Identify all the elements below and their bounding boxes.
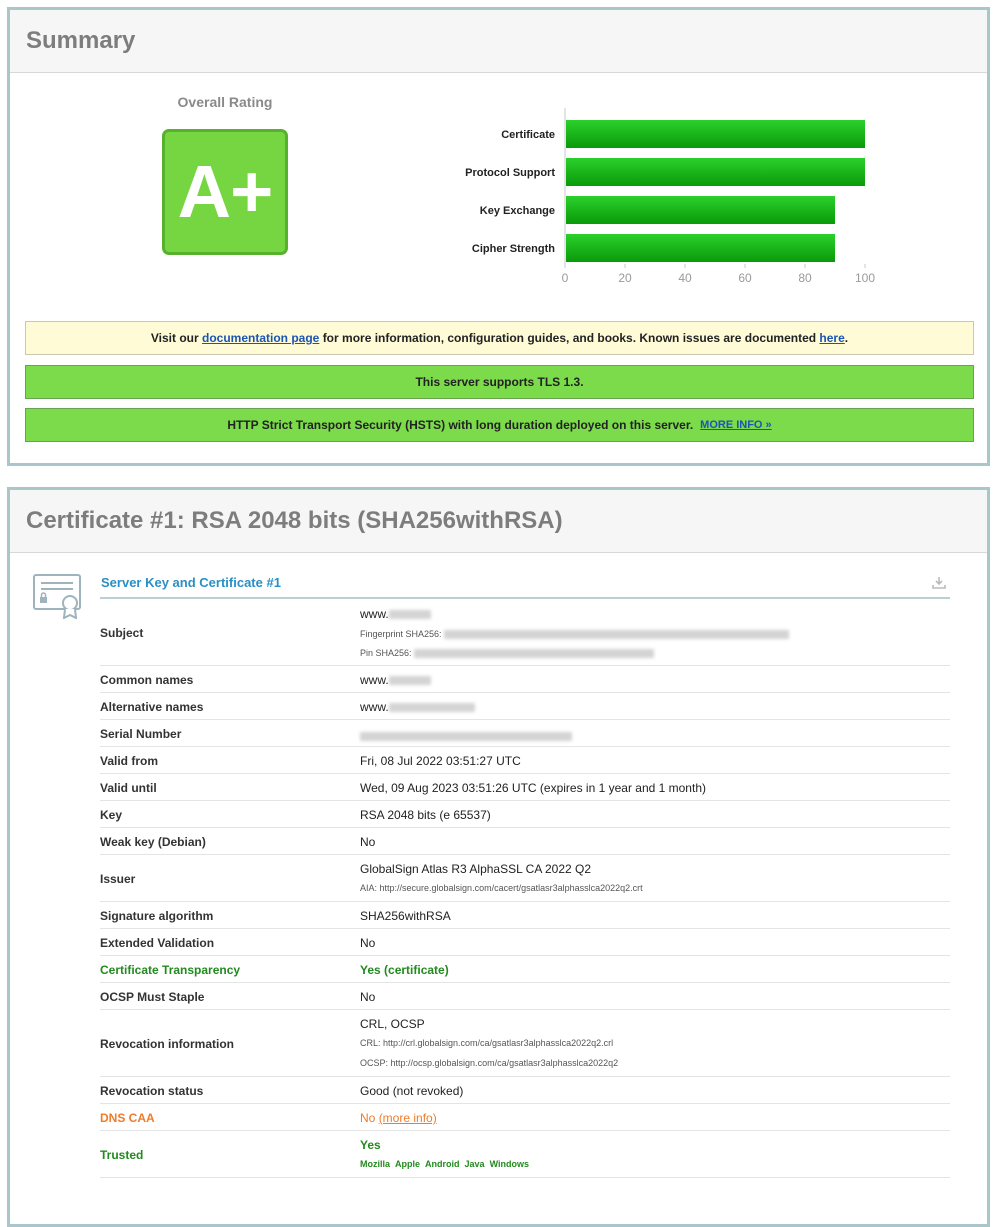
- crl-url: CRL: http://crl.globalsign.com/ca/gsatlasr3alphasslca2022q2.crl: [360, 1038, 614, 1048]
- category-label: Key Exchange: [479, 205, 555, 217]
- x-tick-label: 60: [738, 271, 752, 285]
- row-dns-caa: [100, 1104, 950, 1131]
- issuer-aia: AIA: http://secure.globalsign.com/cacert/gsatlasr3alphasslca2022q2.crt: [360, 883, 643, 893]
- common-names-value: [360, 673, 431, 687]
- bar-cipher-strength: [566, 234, 835, 262]
- certificate-panel: [7, 487, 990, 1227]
- x-tick-label: 20: [618, 271, 632, 285]
- row-ocsp-must-staple: [100, 983, 950, 1010]
- overall-rating-label: Overall Rating: [177, 94, 273, 110]
- hsts-notice: [25, 408, 974, 442]
- row-revocation-status: [100, 1077, 950, 1104]
- serial-number-value: [360, 729, 572, 743]
- serial-number-label: Serial Number: [100, 727, 182, 741]
- row-serial-number: [100, 720, 950, 747]
- row-revocation-information: [100, 1010, 950, 1077]
- subject-value: [360, 607, 431, 621]
- revocation-information-label: Revocation information: [100, 1037, 235, 1051]
- subject-host: www.: [360, 607, 389, 621]
- docs-mid: for more information, configuration guides, and books. Known issues are documented: [322, 331, 817, 345]
- certificate-transparency-value: Yes (certificate): [360, 963, 449, 977]
- valid-until-label: Valid until: [100, 781, 157, 795]
- alternative-names-label: Alternative names: [100, 700, 204, 714]
- row-alternative-names: [100, 693, 950, 720]
- hsts-more-info-link[interactable]: MORE INFO »: [700, 419, 772, 431]
- row-common-names: [100, 666, 950, 693]
- row-weak-key: [100, 828, 950, 855]
- dns-caa-label: DNS CAA: [100, 1111, 155, 1125]
- signature-algorithm-label: Signature algorithm: [100, 909, 214, 923]
- summary-title: Summary: [26, 27, 136, 54]
- docs-prefix: Visit our: [150, 331, 199, 345]
- extended-validation-label: Extended Validation: [100, 936, 215, 950]
- fingerprint-label: Fingerprint SHA256:: [360, 629, 445, 639]
- subject-pin: [360, 648, 654, 658]
- tls13-text: This server supports TLS 1.3.: [415, 375, 584, 389]
- row-valid-until: [100, 774, 950, 801]
- bar-certificate: [566, 120, 865, 148]
- revocation-status-label: Revocation status: [100, 1084, 204, 1098]
- certificate-transparency-label: Certificate Transparency: [100, 963, 241, 977]
- row-certificate-transparency: [100, 956, 950, 983]
- alt-host: www.: [360, 700, 389, 714]
- documentation-notice: [25, 321, 974, 355]
- row-issuer: [100, 855, 950, 902]
- row-key: [100, 801, 950, 828]
- row-extended-validation: [100, 929, 950, 956]
- summary-panel: [7, 7, 990, 466]
- trusted-label: Trusted: [100, 1148, 144, 1162]
- key-value: RSA 2048 bits (e 65537): [360, 808, 491, 822]
- x-tick-label: 100: [854, 271, 876, 285]
- pin-label: Pin SHA256:: [360, 648, 415, 658]
- valid-until-value: Wed, 09 Aug 2023 03:51:26 UTC (expires in 1 year and 1 month): [360, 781, 706, 795]
- redacted-domain: [389, 610, 431, 619]
- bar-key-exchange: [566, 196, 835, 224]
- subject-label: Subject: [100, 626, 144, 640]
- redacted-domain: [389, 676, 431, 685]
- server-key-section-title: Server Key and Certificate #1: [101, 575, 281, 590]
- tls13-notice: [25, 365, 974, 399]
- trust-store-android: Android: [425, 1159, 460, 1169]
- revocation-information-value: CRL, OCSP: [360, 1017, 425, 1031]
- valid-from-value: Fri, 08 Jul 2022 03:51:27 UTC: [360, 754, 521, 768]
- summary-header: [10, 10, 987, 73]
- grade-badge: [162, 129, 288, 255]
- redacted-domains: [389, 703, 475, 712]
- trust-store-apple: Apple: [395, 1159, 421, 1169]
- x-tick-label: 80: [798, 271, 812, 285]
- row-signature-algorithm: [100, 902, 950, 929]
- issuer-value: GlobalSign Atlas R3 AlphaSSL CA 2022 Q2: [360, 862, 592, 876]
- x-tick-label: 40: [678, 271, 692, 285]
- certificate-icon: [32, 573, 84, 619]
- x-tick-label: 0: [561, 271, 569, 285]
- trusted-value: Yes: [360, 1138, 381, 1152]
- issuer-label: Issuer: [100, 872, 136, 886]
- trust-store-mozilla: Mozilla: [360, 1159, 391, 1169]
- certificate-title: Certificate #1: RSA 2048 bits (SHA256withRSA): [26, 507, 563, 534]
- common-names-label: Common names: [100, 673, 194, 687]
- redacted-serial: [360, 732, 572, 741]
- valid-from-label: Valid from: [100, 754, 159, 768]
- ocsp-must-staple-label: OCSP Must Staple: [100, 990, 205, 1004]
- extended-validation-value: No: [360, 936, 376, 950]
- category-label: Certificate: [501, 129, 555, 141]
- certificate-table: [100, 599, 950, 1178]
- certificate-header: [10, 490, 987, 553]
- bar-protocol-support: [566, 158, 865, 186]
- redacted-fingerprint: [444, 630, 789, 639]
- dns-caa-status: No: [360, 1111, 376, 1125]
- hsts-text: HTTP Strict Transport Security (HSTS) with long duration deployed on this server.: [227, 418, 694, 432]
- common-host: www.: [360, 673, 389, 687]
- trust-store-windows: Windows: [489, 1159, 529, 1169]
- signature-algorithm-value: SHA256withRSA: [360, 909, 451, 923]
- redacted-pin: [414, 649, 654, 658]
- row-valid-from: [100, 747, 950, 774]
- revocation-status-value: Good (not revoked): [360, 1084, 464, 1098]
- dns-caa-more-info-link[interactable]: (more info): [378, 1111, 437, 1125]
- docs-suffix: .: [844, 331, 849, 345]
- category-label: Protocol Support: [465, 167, 555, 179]
- weak-key-label: Weak key (Debian): [100, 835, 206, 849]
- row-trusted: [100, 1131, 950, 1178]
- ocsp-must-staple-value: No: [360, 990, 376, 1004]
- download-icon[interactable]: [932, 576, 946, 590]
- documentation-link[interactable]: documentation page: [202, 331, 320, 345]
- ocsp-url: OCSP: http://ocsp.globalsign.com/ca/gsatlasr3alphasslca2022q2: [360, 1058, 619, 1068]
- rating-chart: [440, 108, 900, 300]
- key-label: Key: [100, 808, 123, 822]
- dns-caa-value: [360, 1111, 437, 1125]
- category-label: Cipher Strength: [471, 243, 555, 255]
- trust-store-java: Java: [464, 1159, 485, 1169]
- row-subject: [100, 599, 950, 666]
- weak-key-value: No: [360, 835, 376, 849]
- known-issues-link[interactable]: here: [819, 331, 845, 345]
- grade-text: A+: [177, 150, 273, 233]
- alternative-names-value: [360, 700, 475, 714]
- trust-stores: [360, 1159, 534, 1169]
- subject-fingerprint: [360, 629, 789, 639]
